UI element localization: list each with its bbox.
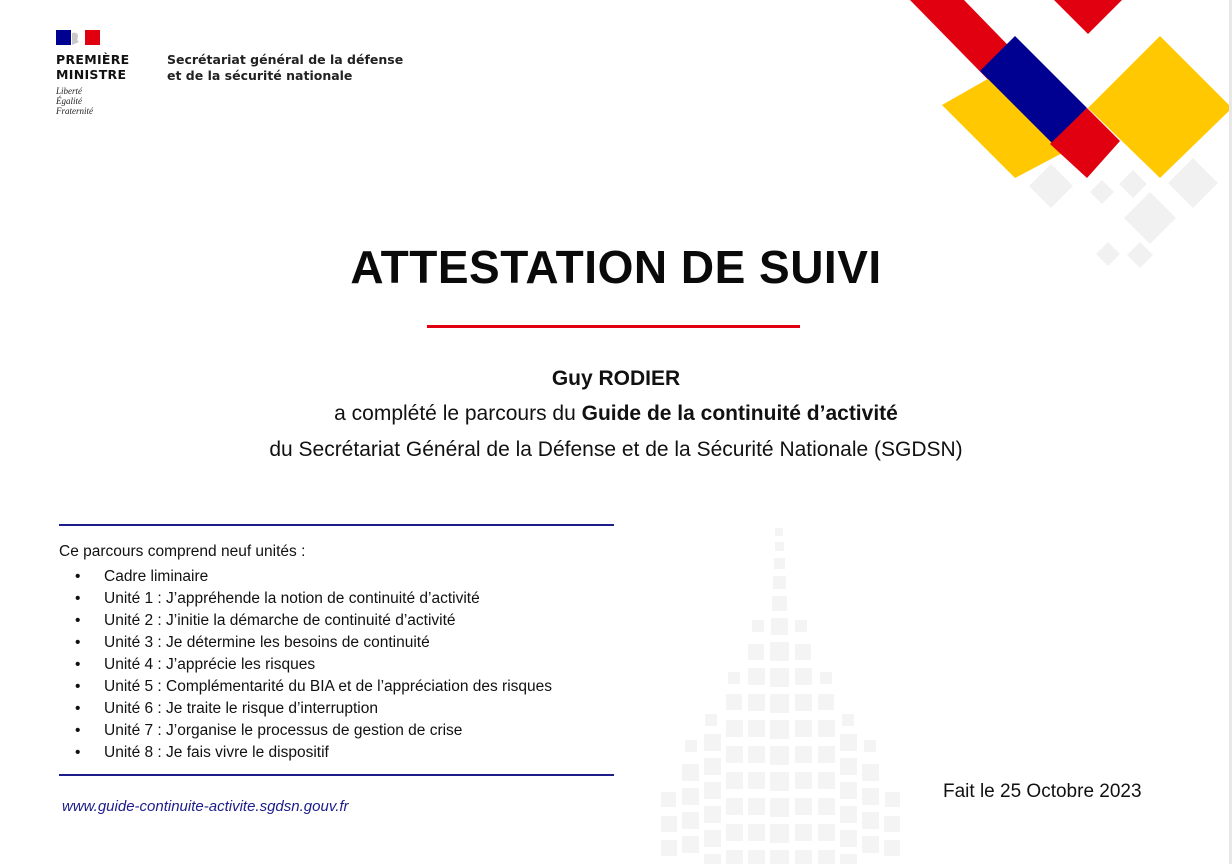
completion-prefix: a complété le parcours du <box>334 402 582 425</box>
tricolor-diamonds <box>910 0 1232 178</box>
recipient-name: Guy RODIER <box>551 367 681 390</box>
guide-name: Guide de la continuité d’activité <box>581 402 898 425</box>
bullet: • <box>75 612 81 629</box>
ministry-line-2: MINISTRE <box>56 67 127 82</box>
government-logo <box>56 30 130 116</box>
motto-egalite: Égalité <box>56 96 82 106</box>
bullet: • <box>75 590 81 607</box>
title-underline <box>427 325 800 328</box>
ministry-line-1: PREMIÈRE <box>56 52 130 67</box>
service-line-1: Secrétariat général de la défense <box>167 52 404 67</box>
service-name <box>167 52 403 84</box>
bullet: • <box>75 634 81 651</box>
unit-label: Unité 2 : J’initie la démarche de continuité d’activité <box>104 612 456 629</box>
unit-label: Unité 6 : Je traite le risque d’interruption <box>104 700 378 717</box>
bullet: • <box>75 722 81 739</box>
list-item <box>66 742 552 764</box>
unit-label: Unité 1 : J’appréhende la notion de continuité d’activité <box>104 590 480 607</box>
certificate-title: ATTESTATION DE SUIVI <box>350 241 882 293</box>
motto-fraternite: Fraternité <box>56 106 93 116</box>
service-line-2: et de la sécurité nationale <box>167 68 353 83</box>
completion-statement <box>0 402 1232 426</box>
bullet: • <box>75 678 81 695</box>
list-item <box>66 676 552 698</box>
course-divider-top <box>59 524 614 526</box>
course-intro: Ce parcours comprend neuf unités : <box>59 543 306 560</box>
bullet: • <box>75 656 81 673</box>
completion-organisation: du Secrétariat Général de la Défense et de la Sécurité Nationale (SGDSN) <box>269 438 963 461</box>
bullet: • <box>75 744 81 761</box>
unit-label: Unité 8 : Je fais vivre le dispositif <box>104 744 329 761</box>
grey-tower-pattern <box>661 528 900 864</box>
unit-label: Cadre liminaire <box>104 568 209 585</box>
unit-label: Unité 7 : J’organise le processus de gestion de crise <box>104 722 463 739</box>
list-item <box>66 566 552 588</box>
unit-label: Unité 5 : Complémentarité du BIA et de l’appréciation des risques <box>104 678 553 695</box>
motto-liberte: Liberté <box>56 86 82 96</box>
course-divider-bottom <box>59 774 614 776</box>
list-item <box>66 610 552 632</box>
issue-date: Fait le 25 Octobre 2023 <box>943 781 1142 802</box>
list-item <box>66 720 552 742</box>
ministry-name <box>56 52 130 82</box>
marianne-icon <box>56 30 100 45</box>
bullet: • <box>75 568 81 585</box>
list-item <box>66 698 552 720</box>
republic-motto <box>56 86 130 116</box>
list-item <box>66 632 552 654</box>
unit-list <box>66 566 552 764</box>
bullet: • <box>75 700 81 717</box>
unit-label: Unité 4 : J’apprécie les risques <box>104 656 316 673</box>
unit-label: Unité 3 : Je détermine les besoins de continuité <box>104 634 430 651</box>
website-link[interactable]: www.guide-continuite-activite.sgdsn.gouv.fr <box>62 798 349 815</box>
list-item <box>66 654 552 676</box>
list-item <box>66 588 552 610</box>
